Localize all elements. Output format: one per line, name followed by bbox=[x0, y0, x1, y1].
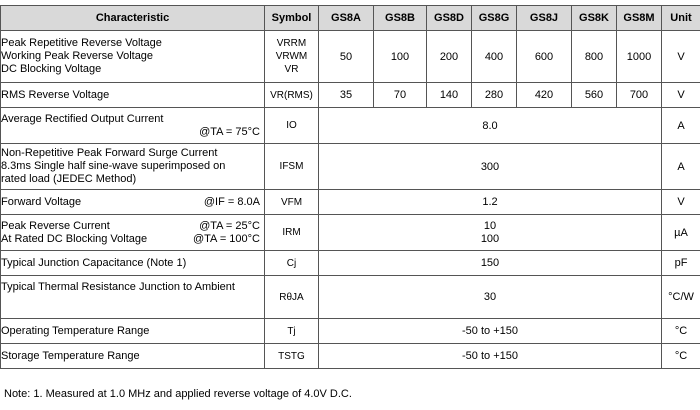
label-line: At Rated DC Blocking Voltage bbox=[1, 232, 148, 245]
row-label bbox=[1, 144, 265, 190]
value-cell: 140 bbox=[427, 83, 472, 108]
header-part: GS8D bbox=[427, 6, 472, 31]
value-cell: 420 bbox=[517, 83, 572, 108]
label-line: DC Blocking Voltage bbox=[1, 63, 102, 75]
symbol-line: VRRM bbox=[276, 38, 307, 49]
value-cell: 70 bbox=[374, 83, 427, 108]
value-cell: 8.0 bbox=[319, 108, 662, 144]
table-row bbox=[1, 344, 700, 369]
value-cell: 1000 bbox=[617, 31, 662, 83]
header-part: GS8J bbox=[517, 6, 572, 31]
table-row bbox=[1, 108, 700, 144]
table-row bbox=[1, 319, 700, 344]
value-cell: 150 bbox=[319, 251, 662, 276]
label-line: Peak Reverse Current bbox=[1, 219, 110, 232]
value-line: 10 bbox=[483, 219, 497, 232]
row-symbol: RθJA bbox=[265, 276, 319, 319]
header-part: GS8K bbox=[572, 6, 617, 31]
row-symbol: VFM bbox=[265, 190, 319, 215]
header-part: GS8G bbox=[472, 6, 517, 31]
header-part: GS8M bbox=[617, 6, 662, 31]
header-row bbox=[1, 6, 700, 31]
unit-cell: °C bbox=[662, 319, 700, 344]
condition-text: @TA = 75°C bbox=[199, 125, 260, 138]
row-symbol: VR(RMS) bbox=[265, 83, 319, 108]
value-cell: 600 bbox=[517, 31, 572, 83]
table-row bbox=[1, 83, 700, 108]
value-cell: 280 bbox=[472, 83, 517, 108]
label-line: Forward Voltage bbox=[1, 195, 82, 208]
footnote: Note: 1. Measured at 1.0 MHz and applied reverse voltage of 4.0V D.C. bbox=[4, 388, 352, 400]
value-line: 100 bbox=[480, 232, 500, 245]
row-label bbox=[1, 108, 265, 144]
value-cell: 50 bbox=[319, 31, 374, 83]
unit-cell: pF bbox=[662, 251, 700, 276]
unit-cell: °C/W bbox=[662, 276, 700, 319]
header-part: GS8B bbox=[374, 6, 427, 31]
label-line: Average Rectified Output Current bbox=[1, 112, 164, 125]
value-cell bbox=[319, 215, 662, 251]
unit-cell: V bbox=[662, 83, 700, 108]
row-symbol: IO bbox=[265, 108, 319, 144]
row-label bbox=[1, 31, 265, 83]
value-cell: 300 bbox=[319, 144, 662, 190]
table-row bbox=[1, 190, 700, 215]
header-part: GS8A bbox=[319, 6, 374, 31]
symbol-line: VRWM bbox=[275, 51, 308, 62]
table-row bbox=[1, 276, 700, 319]
value-cell: 700 bbox=[617, 83, 662, 108]
value-cell: 35 bbox=[319, 83, 374, 108]
unit-cell: °C bbox=[662, 344, 700, 369]
condition-text: @TA = 100°C bbox=[192, 232, 260, 245]
label-line: Non-Repetitive Peak Forward Surge Current bbox=[1, 147, 218, 159]
condition-text: @IF = 8.0A bbox=[203, 195, 260, 208]
header-symbol: Symbol bbox=[265, 6, 319, 31]
value-cell: 560 bbox=[572, 83, 617, 108]
value-cell: -50 to +150 bbox=[319, 344, 662, 369]
value-cell: 800 bbox=[572, 31, 617, 83]
row-label: Typical Junction Capacitance (Note 1) bbox=[1, 251, 265, 276]
label-line: rated load (JEDEC Method) bbox=[1, 173, 137, 185]
label-line: Peak Repetitive Reverse Voltage bbox=[1, 37, 162, 49]
header-unit: Unit bbox=[662, 6, 700, 31]
row-symbol: Cj bbox=[265, 251, 319, 276]
unit-cell: A bbox=[662, 108, 700, 144]
electrical-characteristics-table bbox=[0, 5, 700, 369]
unit-cell: µA bbox=[662, 215, 700, 251]
row-label bbox=[1, 215, 265, 251]
unit-cell: V bbox=[662, 31, 700, 83]
value-cell: 30 bbox=[319, 276, 662, 319]
unit-cell: V bbox=[662, 190, 700, 215]
label-line: Working Peak Reverse Voltage bbox=[1, 50, 154, 62]
row-label: Storage Temperature Range bbox=[1, 344, 265, 369]
value-cell: 400 bbox=[472, 31, 517, 83]
value-cell: -50 to +150 bbox=[319, 319, 662, 344]
value-cell: 100 bbox=[374, 31, 427, 83]
table-row bbox=[1, 251, 700, 276]
unit-cell: A bbox=[662, 144, 700, 190]
row-symbol: IRM bbox=[265, 215, 319, 251]
table-row bbox=[1, 31, 700, 83]
table-row bbox=[1, 144, 700, 190]
symbol-line: VR bbox=[284, 64, 299, 75]
row-label: RMS Reverse Voltage bbox=[1, 83, 265, 108]
row-symbol: TSTG bbox=[265, 344, 319, 369]
row-label: Operating Temperature Range bbox=[1, 319, 265, 344]
row-symbol bbox=[265, 31, 319, 83]
header-characteristic: Characteristic bbox=[1, 6, 265, 31]
row-symbol: Tj bbox=[265, 319, 319, 344]
table-row bbox=[1, 215, 700, 251]
value-cell: 200 bbox=[427, 31, 472, 83]
row-label: Typical Thermal Resistance Junction to Ambient bbox=[1, 276, 265, 319]
value-cell: 1.2 bbox=[319, 190, 662, 215]
condition-text: @TA = 25°C bbox=[199, 219, 260, 232]
row-label bbox=[1, 190, 265, 215]
label-line: 8.3ms Single half sine-wave superimposed on bbox=[1, 160, 226, 172]
row-symbol: IFSM bbox=[265, 144, 319, 190]
